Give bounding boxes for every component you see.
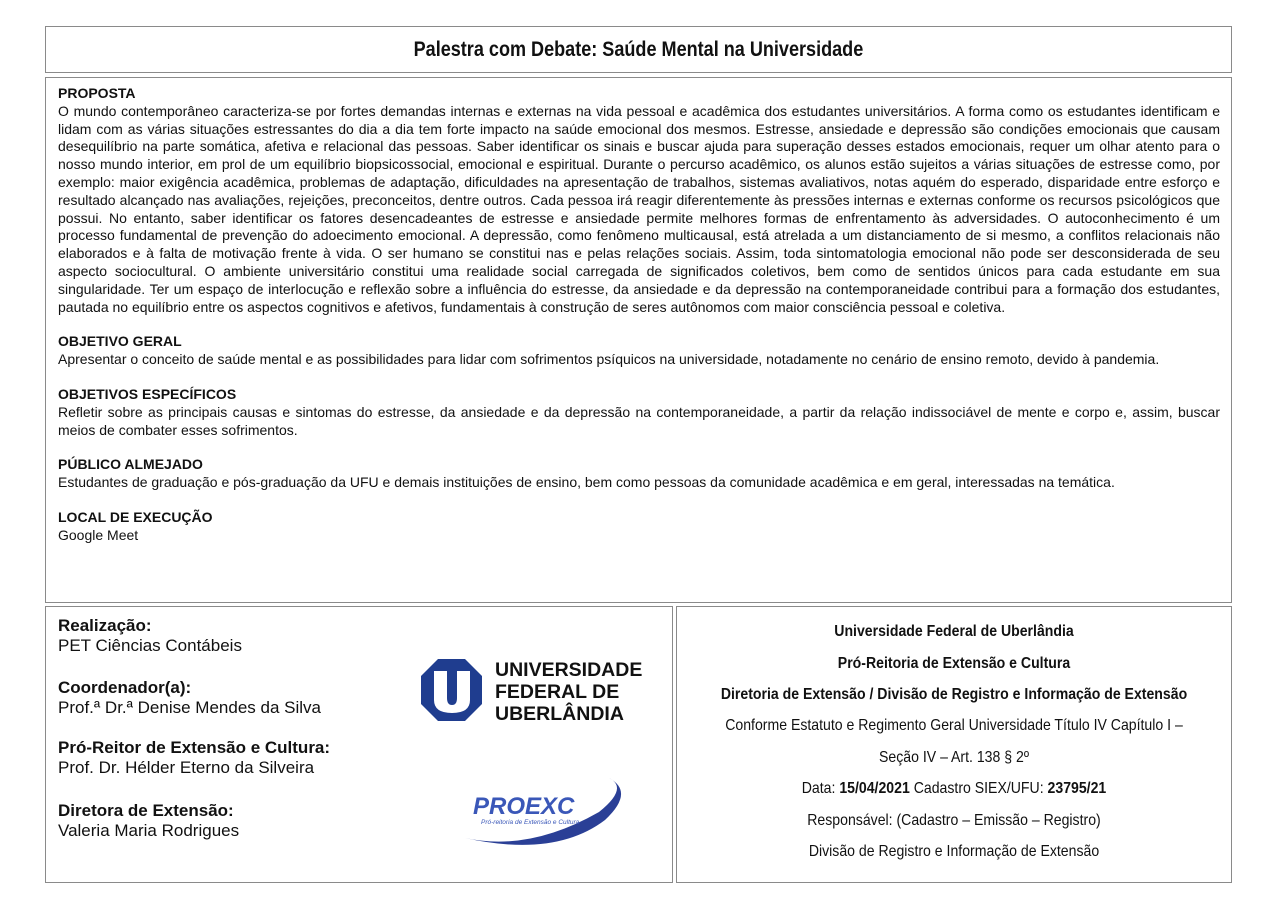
ufu-logo-line2: FEDERAL DE [495, 681, 620, 703]
publico-text: Estudantes de graduação e pós-graduação da UFU e demais instituições de ensino, bem como pessoas da comunidade acadêmica e em geral, interessadas na temática. [58, 474, 1115, 491]
registry-date-line [710, 779, 1198, 799]
objetivo-geral-heading: OBJETIVO GERAL [58, 333, 182, 350]
proexc-logo-name: PROEXC [473, 793, 575, 820]
diretora-group [58, 801, 239, 841]
proposal-content [45, 77, 1232, 603]
proposta-heading: PROPOSTA [58, 85, 136, 101]
data-value: 15/04/2021 [839, 780, 910, 797]
objetivos-especificos-text: Refletir sobre as principais causas e sintomas do estresse, da ansiedade e da depressão na contemporaneidade, a partir da relação indissociável de mente e corpo e, assim, buscar meios de combater esses sofrimentos. [58, 403, 1220, 438]
registry-university: Universidade Federal de Uberlândia [834, 623, 1074, 640]
proexc-logo-subtitle: Pró-reitoria de Extensão e Cultura [481, 819, 580, 826]
objetivos-especificos-heading: OBJETIVOS ESPECÍFICOS [58, 385, 237, 402]
ufu-logo [420, 657, 652, 725]
registry-estatuto-line1: Conforme Estatuto e Regimento Geral Universidade Título IV Capítulo I – [725, 717, 1183, 734]
pro-reitor-group [58, 738, 330, 778]
diretora-value: Valeria Maria Rodrigues [58, 821, 240, 840]
coordenador-group [58, 678, 321, 718]
proposta-text: O mundo contemporâneo caracteriza-se por fortes demandas internas e externas na vida pessoal e acadêmica dos estudantes universitários. A forma como os estudantes identificam e lidam com as várias situações estressantes do dia a dia tem forte impacto na saúde emocional dos mesmos. Estresse, ansiedade e depressão são condições emocionais que causam desequilíbrio na parte somática, afetiva e relacional das pessoas. Saber identificar os sinais e buscar ajuda para superação desses estados emocionais, requer um olhar atento para o nosso mundo interior, em prol de um equilíbrio biopsicossocial, emocional e espiritual. Durante o percurso acadêmico, os alunos estão sujeitos a várias situações de estresse como, por exemplo: maior exigência acadêmica, problemas de adaptação, dificuldades na apresentação de trabalhos, sistemas avaliativos, notas aquém do esperado, disparidade entre esforço e resultado alcançado nas avaliações, rejeições, preconceitos, dentre outros. Cada pessoa irá reagir diferentemente às pressões internas e externas conforme os recursos psicológicos que possui. No entanto, saber identificar os fatores desencadeantes de estresse e ansiedade permite melhores formas de enfrentamento às adversidades. O autoconhecimento é um processo fundamental de prevenção do adoecimento emocional. A depressão, como fenômeno multicausal, está atrelada a um distanciamento de si mesmo, a conflitos relacionais não elaborados e à falta de motivação frente à vida. O ser humano se constitui nas e pelas relações sociais. Assim, toda sintomatologia emocional não pode ser desconsiderada de seu aspecto sociocultural. O ambiente universitário constitui uma realidade social carregada de significados coletivos, bem como de sentidos únicos para cada estudante em sua singularidade. Ter um espaço de interlocução e reflexão sobre a influência do estresse, da ansiedade e da depressão na contemporaneidade contribui para a formação dos estudantes, pautada no equilíbrio entre os aspectos cognitivos e afetivos, fundamentais à construção de seres autônomos com maior consciência pessoal e coletiva. [58, 102, 1220, 315]
ufu-emblem-icon [421, 659, 482, 721]
registry-diretoria: Diretoria de Extensão / Divisão de Registro e Informação de Extensão [720, 686, 1188, 703]
registry-responsavel: Responsável: (Cadastro – Emissão – Registro) [807, 812, 1101, 829]
realizacao-value: PET Ciências Contábeis [58, 636, 242, 655]
credits-box [45, 606, 673, 883]
registry-estatuto-line2: Seção IV – Art. 138 § 2º [879, 749, 1029, 766]
realizacao-group [58, 616, 242, 656]
cadastro-label: Cadastro SIEX/UFU: [913, 780, 1044, 797]
ufu-logo-line1: UNIVERSIDADE [495, 659, 643, 681]
cadastro-value: 23795/21 [1047, 780, 1107, 797]
local-heading: LOCAL DE EXECUÇÃO [58, 508, 213, 525]
local-text: Google Meet [58, 526, 139, 543]
title-box [45, 26, 1232, 73]
publico-heading: PÚBLICO ALMEJADO [58, 456, 203, 473]
page-title: Palestra com Debate: Saúde Mental na Universidade [413, 37, 864, 61]
coordenador-label: Coordenador(a): [58, 678, 192, 697]
data-label: Data: [801, 780, 836, 797]
pro-reitor-value: Prof. Dr. Hélder Eterno da Silveira [58, 758, 315, 777]
proexc-logo [459, 772, 623, 850]
registry-divisao: Divisão de Registro e Informação de Extensão [808, 843, 1100, 860]
registry-box [676, 606, 1232, 883]
registry-pro-reitoria: Pró-Reitoria de Extensão e Cultura [837, 655, 1071, 672]
realizacao-label: Realização: [58, 616, 152, 635]
diretora-label: Diretora de Extensão: [58, 801, 234, 820]
pro-reitor-label: Pró-Reitor de Extensão e Cultura: [58, 738, 331, 757]
coordenador-value: Prof.ª Dr.ª Denise Mendes da Silva [58, 698, 321, 717]
ufu-logo-line3: UBERLÂNDIA [495, 703, 624, 725]
objetivo-geral-text: Apresentar o conceito de saúde mental e as possibilidades para lidar com sofrimentos psíquicos na universidade, notadamente no cenário de ensino remoto, devido à pandemia. [58, 351, 1160, 368]
